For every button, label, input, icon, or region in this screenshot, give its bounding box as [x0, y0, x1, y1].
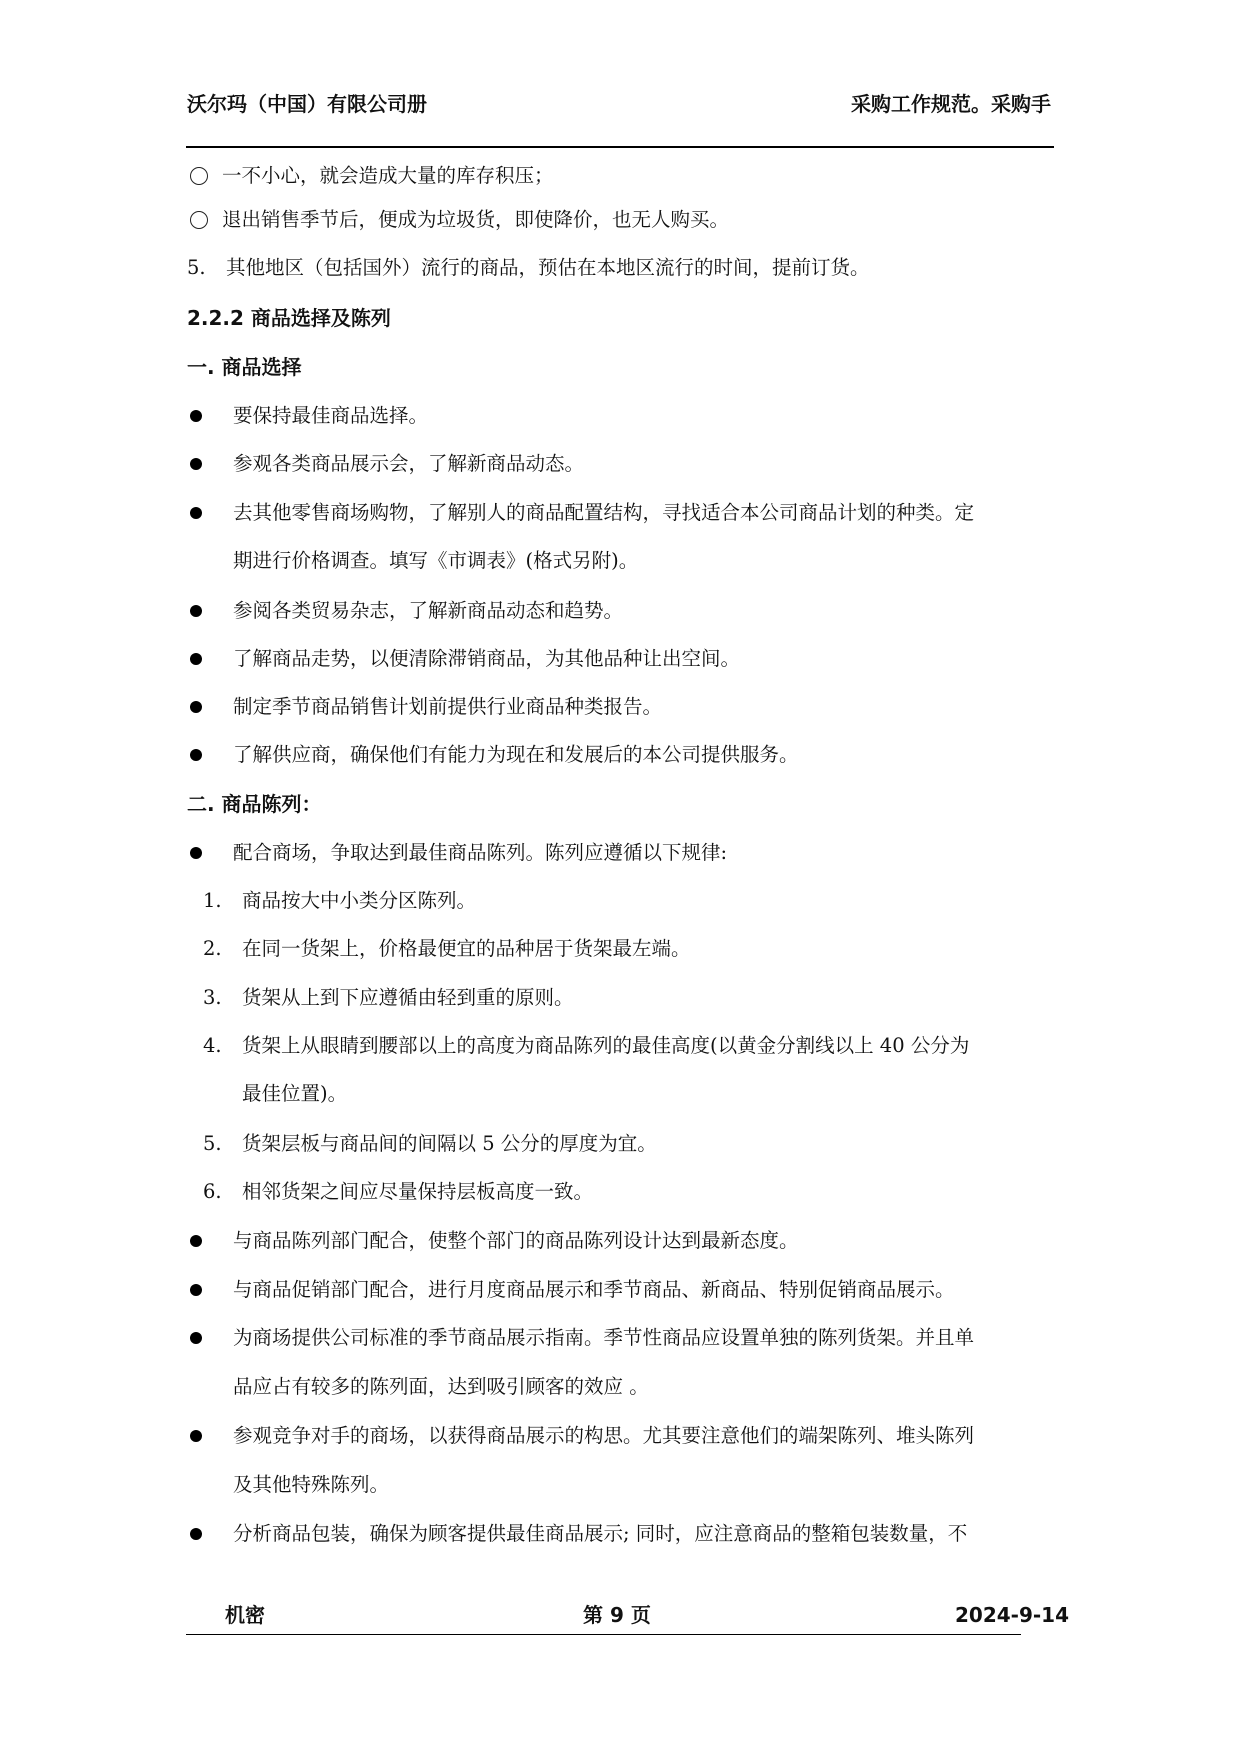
bullet-text: 了解供应商，确保他们有能力为现在和发展后的本公司提供服务。 — [233, 743, 799, 766]
rule-text: 货架层板与商品间的间隔以 5 公分的厚度为宜。 — [242, 1132, 657, 1155]
bullet-icon — [190, 410, 202, 422]
bullet-icon — [190, 1528, 202, 1540]
bullet-icon — [190, 1332, 202, 1344]
rule-number: 6. — [203, 1180, 222, 1203]
rule-text: 货架上从眼睛到腰部以上的高度为商品陈列的最佳高度(以黄金分割线以上 40 公分为 — [242, 1034, 970, 1057]
bullet-text: 制定季节商品销售计划前提供行业商品种类报告。 — [233, 695, 663, 718]
bullet-icon — [190, 847, 202, 859]
bullet-text: 参观竞争对手的商场，以获得商品展示的构思。尤其要注意他们的端架陈列、堆头陈列 — [233, 1424, 975, 1447]
bullet-text: 及其他特殊陈列。 — [233, 1473, 390, 1496]
bullet-text: 与商品陈列部门配合，使整个部门的商品陈列设计达到最新态度。 — [233, 1229, 799, 1252]
rule-number: 2. — [203, 937, 222, 960]
bullet-text: 配合商场，争取达到最佳商品陈列。陈列应遵循以下规律: — [233, 841, 728, 864]
footer-rule — [186, 1634, 1021, 1635]
bullet-icon — [190, 1235, 202, 1247]
bullet-text: 要保持最佳商品选择。 — [233, 404, 429, 427]
rule-number: 4. — [203, 1034, 222, 1057]
rule-number: 5. — [203, 1132, 222, 1155]
subsection-heading-selection: 一. 商品选择 — [187, 355, 302, 379]
footer-confidential: 机密 — [225, 1603, 265, 1627]
footer-page-number: 第 9 页 — [583, 1603, 651, 1627]
bullet-text: 品应占有较多的陈列面，达到吸引顾客的效应 。 — [233, 1375, 649, 1398]
item-text: 其他地区（包括国外）流行的商品，预估在本地区流行的时间，提前订货。 — [226, 256, 870, 279]
section-heading: 2.2.2 商品选择及陈列 — [187, 306, 391, 330]
bullet-icon — [190, 1430, 202, 1442]
rule-text: 货架从上到下应遵循由轻到重的原则。 — [242, 986, 574, 1009]
bullet-icon — [190, 605, 202, 617]
rule-text: 最佳位置)。 — [242, 1082, 348, 1105]
bullet-icon — [190, 749, 202, 761]
header-company: 沃尔玛（中国）有限公司册 — [187, 92, 427, 116]
bullet-icon — [190, 653, 202, 665]
footer-date: 2024-9-14 — [955, 1603, 1070, 1627]
bullet-text: 了解商品走势，以便清除滞销商品，为其他品种让出空间。 — [233, 647, 741, 670]
bullet-text: 与商品促销部门配合，进行月度商品展示和季节商品、新商品、特别促销商品展示。 — [233, 1278, 955, 1301]
bullet-text: 期进行价格调查。填写《市调表》(格式另附)。 — [233, 549, 639, 572]
bullet-icon — [190, 507, 202, 519]
list-item-text: 一不小心，就会造成大量的库存积压； — [222, 164, 554, 187]
bullet-text: 参观各类商品展示会，了解新商品动态。 — [233, 452, 585, 475]
bullet-text: 为商场提供公司标准的季节商品展示指南。季节性商品应设置单独的陈列货架。并且单 — [233, 1326, 975, 1349]
bullet-text: 分析商品包装，确保为顾客提供最佳商品展示; 同时，应注意商品的整箱包装数量，不 — [233, 1522, 968, 1545]
bullet-text: 去其他零售商场购物，了解别人的商品配置结构，寻找适合本公司商品计划的种类。定 — [233, 501, 975, 524]
header-rule — [186, 146, 1054, 148]
rule-number: 1. — [203, 889, 222, 912]
rule-text: 相邻货架之间应尽量保持层板高度一致。 — [242, 1180, 594, 1203]
bullet-icon — [190, 701, 202, 713]
rule-number: 3. — [203, 986, 222, 1009]
list-item-text: 退出销售季节后，便成为垃圾货，即使降价，也无人购买。 — [222, 208, 730, 231]
bullet-icon — [190, 458, 202, 470]
bullet-icon — [190, 1284, 202, 1296]
item-number: 5. — [187, 256, 206, 279]
circle-bullet-icon — [190, 167, 208, 185]
subsection-heading-display: 二. 商品陈列： — [187, 792, 322, 816]
circle-bullet-icon — [190, 211, 208, 229]
header-doc-title: 采购工作规范。采购手 — [851, 92, 1051, 116]
bullet-text: 参阅各类贸易杂志，了解新商品动态和趋势。 — [233, 599, 624, 622]
rule-text: 在同一货架上，价格最便宜的品种居于货架最左端。 — [242, 937, 691, 960]
rule-text: 商品按大中小类分区陈列。 — [242, 889, 477, 912]
